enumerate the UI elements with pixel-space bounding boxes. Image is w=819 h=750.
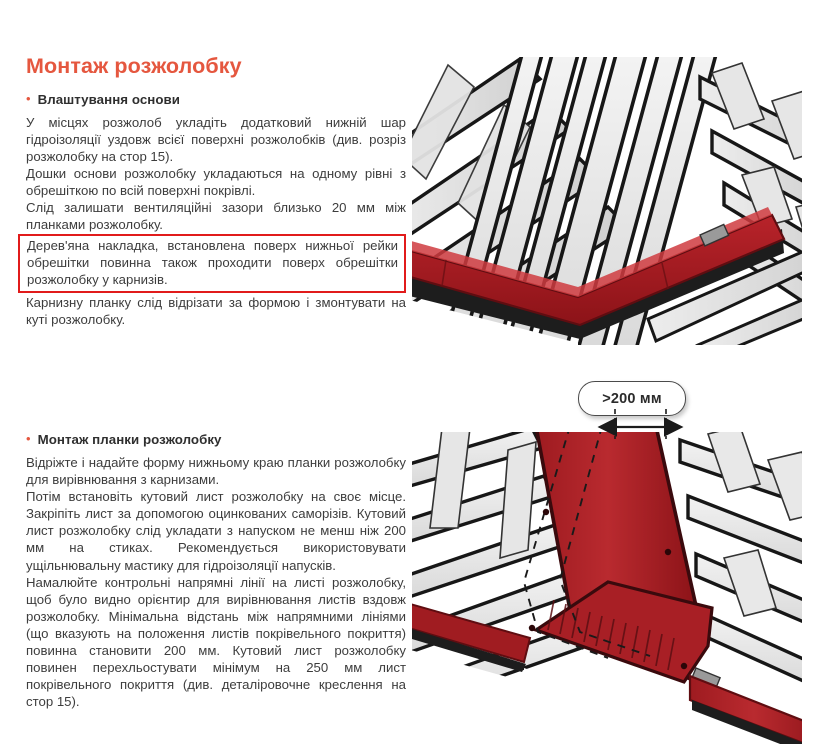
paragraph: Слід залишати вентиляційні зазори близько 20 мм між планками розжолобку. <box>26 200 406 233</box>
section-one-heading-label: Влаштування основи <box>37 91 180 107</box>
paragraph: У місцях розжолоб укладіть додатковий нижній шар гідроізоляції уздовж всієї поверхні розжолобків (див. розріз розжолобку на стор 15). <box>26 114 406 164</box>
section-two-heading-label: Монтаж планки розжолобку <box>37 432 222 447</box>
roof-valley-sheet-graphic <box>412 432 802 744</box>
double-headed-arrow-icon <box>596 409 688 443</box>
section-one-heading <box>26 92 406 107</box>
paragraph: Відріжте і надайте форму нижньому краю планки розжолобку для вирівнювання з карнизами. <box>26 455 406 488</box>
roof-valley-sheet-illustration <box>412 432 802 744</box>
paragraph: Намалюйте контрольні напрямні лінії на листі розжолобку, щоб було видно орієнтир для вирівнювання листів вздовж розжолобку. Мінімальна відстань між напрямними лініями (що вказують на положення листів покрівельного покриття) повинна становити 200 мм. Кутовий лист розжолобку повинен перехльостувати мінімум на 250 мм лист покрівельного покриття (див. деталіровочне креслення на стор 15). <box>26 574 406 710</box>
paragraph: Карнизну планку слід відрізати за формою і змонтувати на куті розжолобку. <box>26 294 406 327</box>
section-two-heading <box>26 432 406 447</box>
section-one <box>26 55 406 328</box>
highlighted-note-box: Дерев'яна накладка, встановлена поверх нижньої рейки обрешітки повинна також проходити поверх обрешітки розжолобку у карнизів. <box>18 234 406 292</box>
bullet-icon: • <box>26 431 31 446</box>
paragraph: Потім встановіть кутовий лист розжолобку на своє місце. Закріпіть лист за допомогою оцинкованих саморізів. Кутовий лист розжолобку слід укладати з напуском не менш ніж 200 мм на стиках. Рекомендується використовувати ущільнювальну мастику для гідроізоляції напусків. <box>26 489 406 573</box>
roof-valley-battens-graphic <box>412 57 802 345</box>
bullet-icon: • <box>26 90 31 106</box>
roof-valley-battens-illustration <box>412 57 802 345</box>
section-two <box>26 432 406 710</box>
paragraph: Дошки основи розжолобку укладаються на одному рівні з обрешіткою по всій поверхні покрівлі. <box>26 165 406 199</box>
callout-label: >200 мм <box>602 390 662 407</box>
page-title: Монтаж розжолобку <box>26 54 242 78</box>
